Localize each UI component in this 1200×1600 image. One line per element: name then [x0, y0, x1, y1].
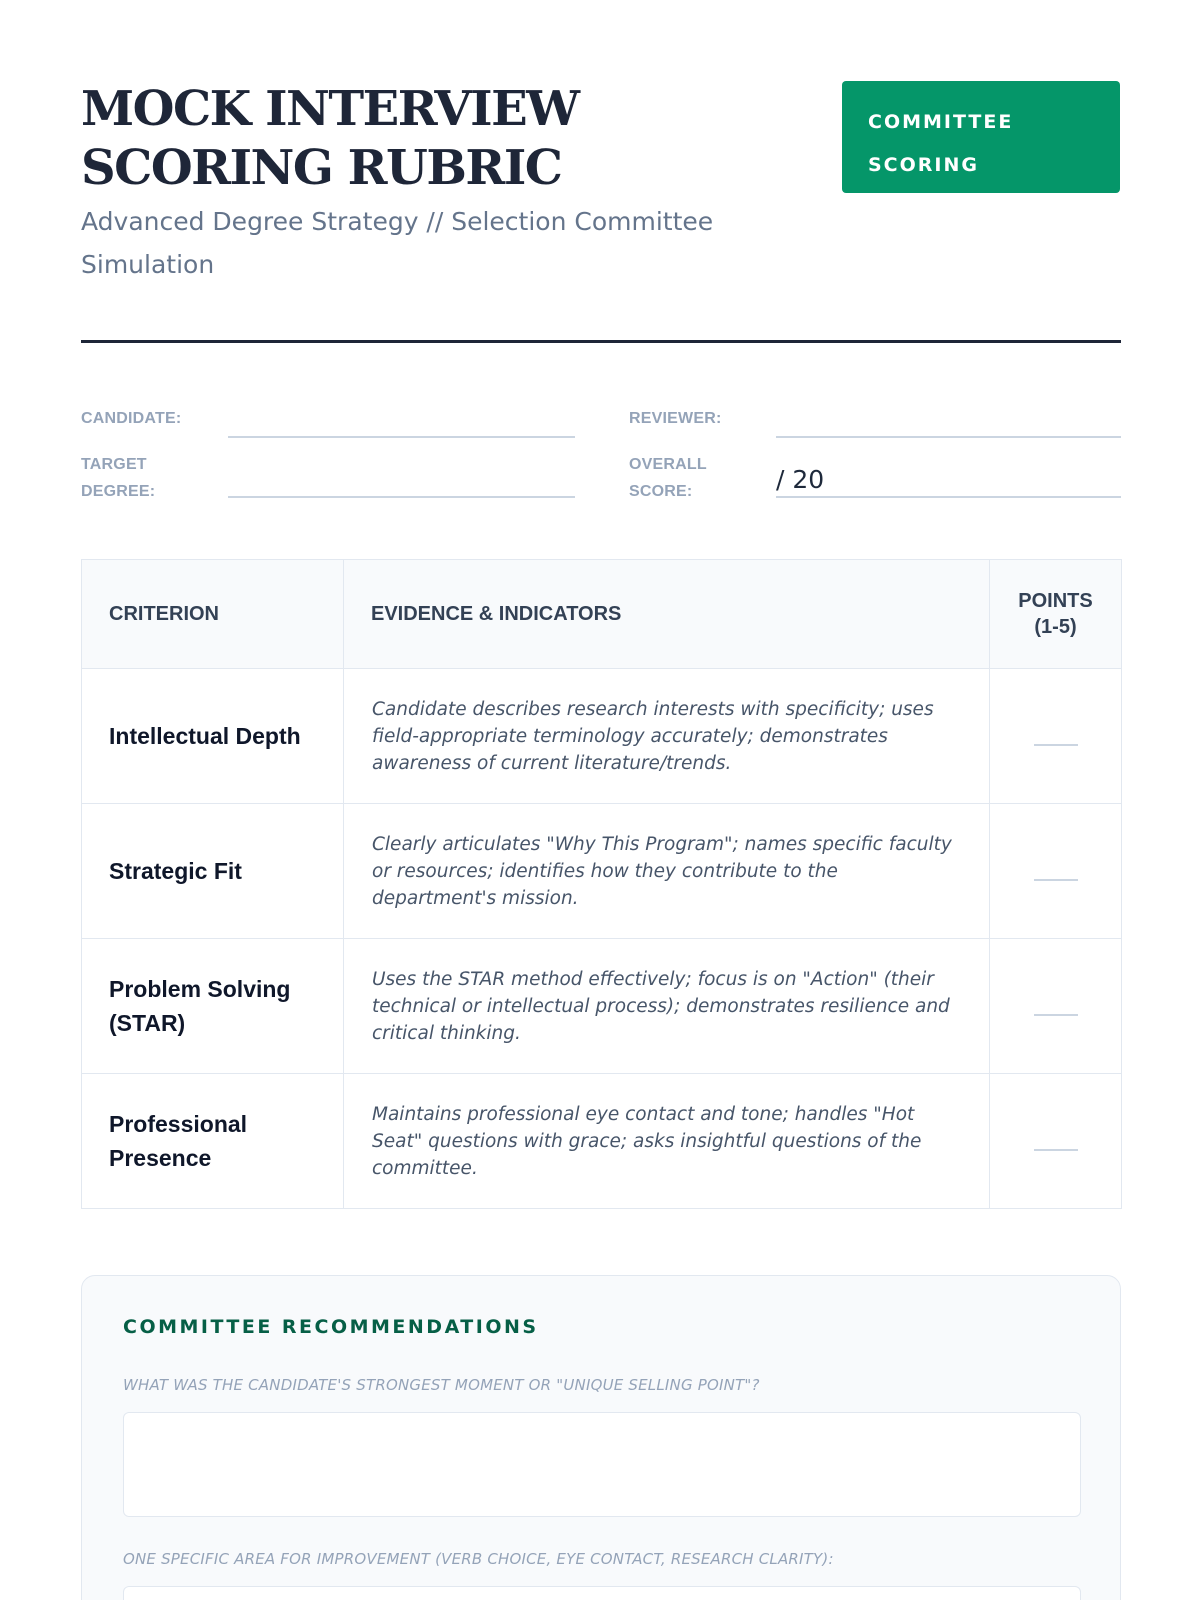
criterion-cell: Problem Solving (STAR) [82, 939, 344, 1074]
criterion-cell: Intellectual Depth [82, 669, 344, 804]
points-input-line[interactable] [1034, 879, 1078, 881]
points-input-line[interactable] [1034, 744, 1078, 746]
strongest-moment-answer-box[interactable] [123, 1412, 1081, 1517]
table-row [82, 669, 1122, 804]
target-degree-label-line-2: DEGREE: [81, 483, 156, 500]
badge-line-2: SCORING [868, 154, 979, 176]
table-row [82, 804, 1122, 939]
reviewer-label: REVIEWER: [629, 410, 722, 427]
reviewer-field[interactable] [776, 436, 1121, 438]
header-divider [81, 340, 1121, 343]
table-row [82, 1074, 1122, 1209]
points-header-line-1: POINTS [1018, 590, 1093, 612]
improvement-area-answer-box[interactable] [123, 1586, 1081, 1600]
overall-score-value: / 20 [776, 465, 825, 494]
scoring-table [81, 559, 1122, 1209]
criterion-cell: Professional Presence [82, 1074, 344, 1209]
page-subtitle: Advanced Degree Strategy // Selection Committee Simulation [81, 207, 714, 279]
candidate-label: CANDIDATE: [81, 410, 182, 427]
recommendations-title: COMMITTEE RECOMMENDATIONS [123, 1316, 539, 1338]
committee-scoring-badge [842, 81, 1120, 193]
points-cell[interactable] [990, 804, 1122, 939]
points-header [990, 560, 1122, 669]
committee-recommendations-panel [81, 1275, 1121, 1600]
points-input-line[interactable] [1034, 1149, 1078, 1151]
evidence-header: EVIDENCE & INDICATORS [344, 560, 990, 669]
overall-score-field[interactable] [776, 496, 1121, 498]
points-cell[interactable] [990, 939, 1122, 1074]
points-cell[interactable] [990, 669, 1122, 804]
page-title: MOCK INTERVIEW SCORING RUBRIC [81, 81, 579, 196]
criterion-header: CRITERION [82, 560, 344, 669]
improvement-area-prompt: ONE SPECIFIC AREA FOR IMPROVEMENT (VERB CHOICE, EYE CONTACT, RESEARCH CLARITY): [123, 1550, 834, 1568]
table-row [82, 939, 1122, 1074]
evidence-cell: Uses the STAR method effectively; focus is on "Action" (their technical or intellectual process); demonstrates resilience and critical thinking. [344, 939, 990, 1074]
table-header-row [82, 560, 1122, 669]
overall-score-label [629, 451, 707, 505]
candidate-field[interactable] [228, 436, 575, 438]
target-degree-label [81, 451, 155, 505]
points-cell[interactable] [990, 1074, 1122, 1209]
points-header-line-2: (1-5) [1034, 616, 1077, 638]
target-degree-field[interactable] [228, 496, 575, 498]
criterion-cell: Strategic Fit [82, 804, 344, 939]
evidence-cell: Candidate describes research interests with specificity; uses field-appropriate terminology accurately; demonstrates awareness of current literature/trends. [344, 669, 990, 804]
evidence-cell: Maintains professional eye contact and tone; handles "Hot Seat" questions with grace; asks insightful questions of the committee. [344, 1074, 990, 1209]
strongest-moment-prompt: WHAT WAS THE CANDIDATE'S STRONGEST MOMENT OR "UNIQUE SELLING POINT"? [123, 1376, 760, 1394]
badge-line-1: COMMITTEE [868, 111, 1014, 133]
evidence-cell: Clearly articulates "Why This Program"; names specific faculty or resources; identifies how they contribute to the department's mission. [344, 804, 990, 939]
overall-score-label-line-1: OVERALL [629, 456, 707, 473]
overall-score-label-line-2: SCORE: [629, 483, 693, 500]
points-input-line[interactable] [1034, 1014, 1078, 1016]
target-degree-label-line-1: TARGET [81, 456, 147, 473]
